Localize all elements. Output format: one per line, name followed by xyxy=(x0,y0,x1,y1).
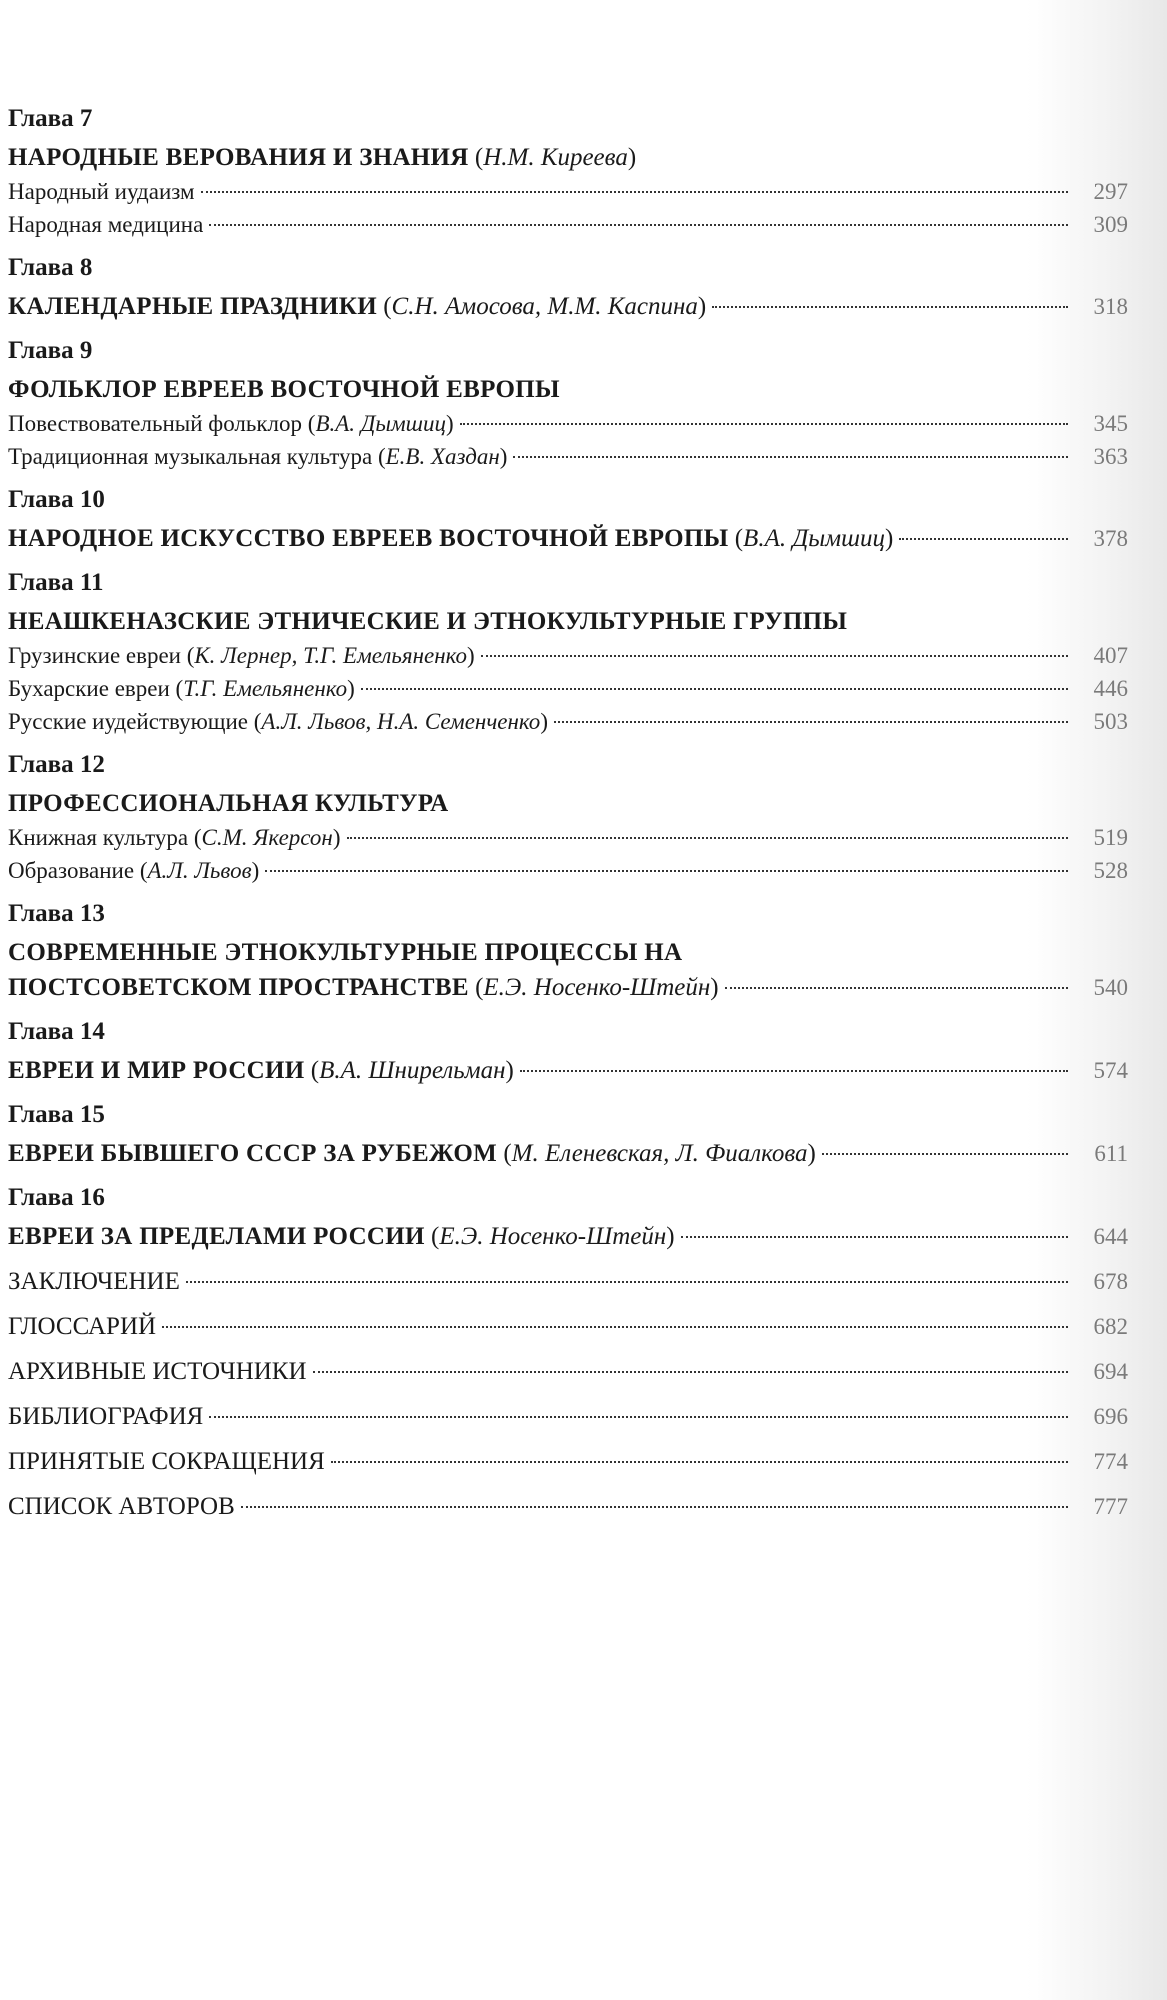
chapter-16 xyxy=(8,1181,1128,1254)
entry-author: Т.Г. Емельяненко xyxy=(183,676,348,701)
chapter-label: Глава 7 xyxy=(8,105,93,132)
dot-leader xyxy=(201,191,1068,193)
dot-leader xyxy=(681,1236,1068,1238)
chapter-author: В.А. Шнирельман xyxy=(319,1057,506,1084)
page-number: 774 xyxy=(1093,1449,1128,1474)
entry-title: БИБЛИОГРАФИЯ xyxy=(8,1403,204,1430)
chapter-15 xyxy=(8,1098,1128,1171)
dot-leader xyxy=(361,688,1068,690)
entry-title: Народный иудаизм xyxy=(8,179,195,204)
entry-title: ПРИНЯТЫЕ СОКРАЩЕНИЯ xyxy=(8,1448,325,1475)
entry-author: В.А. Дымшиц xyxy=(315,411,447,436)
toc-entry[interactable]: Грузинские евреи (К. Лернер, Т.Г. Емельяненко) 407 xyxy=(8,639,1128,672)
page-number: 694 xyxy=(1093,1359,1128,1384)
toc-entry[interactable]: ЕВРЕИ БЫВШЕГО СССР ЗА РУБЕЖОМ (М. Еленевская, Л. Фиалкова) 611 xyxy=(8,1136,1128,1171)
toc-entry-conclusion[interactable] xyxy=(8,1264,1128,1299)
dot-leader xyxy=(162,1326,1068,1328)
chapter-label: Глава 10 xyxy=(8,486,105,513)
chapter-label: Глава 11 xyxy=(8,569,104,596)
toc-entry[interactable]: Книжная культура (С.М. Якерсон) 519 xyxy=(8,821,1128,854)
chapter-9 xyxy=(8,334,1128,473)
page-number: 363 xyxy=(1093,444,1128,469)
entry-title: Грузинские евреи xyxy=(8,643,181,668)
chapter-title: НАРОДНЫЕ ВЕРОВАНИЯ И ЗНАНИЯ xyxy=(8,144,469,171)
chapter-title[interactable]: ПРОФЕССИОНАЛЬНАЯ КУЛЬТУРА xyxy=(8,790,449,817)
toc-entry-archives[interactable] xyxy=(8,1354,1128,1389)
toc-entry[interactable]: Повествовательный фольклор (В.А. Дымшиц) 345 xyxy=(8,407,1128,440)
page-number: 407 xyxy=(1093,643,1128,668)
chapter-title-line-1[interactable]: СОВРЕМЕННЫЕ ЭТНОКУЛЬТУРНЫЕ ПРОЦЕССЫ НА xyxy=(8,939,683,966)
page-number: 297 xyxy=(1093,179,1128,204)
page-number: 309 xyxy=(1093,212,1128,237)
dot-leader xyxy=(481,655,1068,657)
entry-title: Образование xyxy=(8,858,135,883)
chapter-title-line-2: ПОСТСОВЕТСКОМ ПРОСТРАНСТВЕ xyxy=(8,974,469,1001)
page-number: 644 xyxy=(1093,1224,1128,1249)
entry-title: СПИСОК АВТОРОВ xyxy=(8,1493,235,1520)
chapter-title: ЕВРЕИ И МИР РОССИИ xyxy=(8,1057,305,1084)
dot-leader xyxy=(331,1461,1068,1463)
chapter-label: Глава 12 xyxy=(8,751,105,778)
entry-title: Бухарские евреи xyxy=(8,676,170,701)
chapter-title[interactable]: НЕАШКЕНАЗСКИЕ ЭТНИЧЕСКИЕ И ЭТНОКУЛЬТУРНЫЕ ГРУППЫ xyxy=(8,608,848,635)
chapter-title[interactable]: ФОЛЬКЛОР ЕВРЕЕВ ВОСТОЧНОЙ ЕВРОПЫ xyxy=(8,376,560,403)
toc-entry[interactable]: КАЛЕНДАРНЫЕ ПРАЗДНИКИ (С.Н. Амосова, М.М. Каспина) 318 xyxy=(8,289,1128,324)
chapter-label: Глава 16 xyxy=(8,1184,105,1211)
page-number: 611 xyxy=(1094,1141,1128,1166)
page-number: 503 xyxy=(1093,709,1128,734)
chapter-author: С.Н. Амосова, М.М. Каспина xyxy=(391,293,698,320)
dot-leader xyxy=(209,224,1068,226)
entry-author: Е.В. Хаздан xyxy=(385,444,500,469)
entry-author: К. Лернер, Т.Г. Емельяненко xyxy=(194,643,467,668)
toc-entry-abbreviations[interactable] xyxy=(8,1444,1128,1479)
chapter-7 xyxy=(8,102,1128,241)
dot-leader xyxy=(725,987,1068,989)
chapter-title: ЕВРЕИ БЫВШЕГО СССР ЗА РУБЕЖОМ xyxy=(8,1140,498,1167)
entry-author: С.М. Якерсон xyxy=(201,825,333,850)
dot-leader xyxy=(520,1070,1068,1072)
dot-leader xyxy=(899,538,1068,540)
page-number: 345 xyxy=(1093,411,1128,436)
chapter-10 xyxy=(8,483,1128,556)
entry-title: Повествовательный фольклор xyxy=(8,411,303,436)
toc-entry-glossary[interactable] xyxy=(8,1309,1128,1344)
toc-entry[interactable]: ЕВРЕИ И МИР РОССИИ (В.А. Шнирельман) 574 xyxy=(8,1053,1128,1088)
chapter-13 xyxy=(8,897,1128,1005)
dot-leader xyxy=(460,423,1068,425)
chapter-author: Н.М. Киреева xyxy=(483,144,628,171)
table-of-contents xyxy=(8,96,1128,1524)
chapter-title: ЕВРЕИ ЗА ПРЕДЕЛАМИ РОССИИ xyxy=(8,1223,425,1250)
entry-title: Народная медицина xyxy=(8,212,204,237)
chapter-label: Глава 9 xyxy=(8,337,93,364)
toc-entry[interactable]: Русские иудействующие (А.Л. Львов, Н.А. Семенченко) 503 xyxy=(8,705,1128,738)
page-number: 574 xyxy=(1093,1058,1128,1083)
page-number: 446 xyxy=(1093,676,1128,701)
chapter-label: Глава 14 xyxy=(8,1018,105,1045)
chapter-label: Глава 8 xyxy=(8,254,93,281)
toc-entry[interactable]: ПОСТСОВЕТСКОМ ПРОСТРАНСТВЕ (Е.Э. Носенко-Штейн) 540 xyxy=(8,970,1128,1005)
dot-leader xyxy=(513,456,1068,458)
dot-leader xyxy=(186,1281,1068,1283)
chapter-title-row[interactable]: НАРОДНЫЕ ВЕРОВАНИЯ И ЗНАНИЯ (Н.М. Киреева) xyxy=(8,144,637,171)
dot-leader xyxy=(347,837,1069,839)
dot-leader xyxy=(822,1153,1068,1155)
entry-author: А.Л. Львов xyxy=(147,858,252,883)
chapter-label: Глава 13 xyxy=(8,900,105,927)
entry-title: Русские иудействующие xyxy=(8,709,248,734)
chapter-author: В.А. Дымшиц xyxy=(743,525,886,552)
dot-leader xyxy=(313,1371,1068,1373)
toc-entry[interactable]: ЕВРЕИ ЗА ПРЕДЕЛАМИ РОССИИ (Е.Э. Носенко-Штейн) 644 xyxy=(8,1219,1128,1254)
toc-entry-bibliography[interactable] xyxy=(8,1399,1128,1434)
chapter-14 xyxy=(8,1015,1128,1088)
entry-author: А.Л. Львов, Н.А. Семенченко xyxy=(261,709,541,734)
page-number: 528 xyxy=(1093,858,1128,883)
dot-leader xyxy=(209,1416,1068,1418)
entry-title: Традиционная музыкальная культура xyxy=(8,444,373,469)
page-number: 378 xyxy=(1093,526,1128,551)
toc-entry[interactable]: Бухарские евреи (Т.Г. Емельяненко) 446 xyxy=(8,672,1128,705)
page-number: 682 xyxy=(1093,1314,1128,1339)
chapter-title: КАЛЕНДАРНЫЕ ПРАЗДНИКИ xyxy=(8,293,377,320)
page-number: 519 xyxy=(1093,825,1128,850)
chapter-title: НАРОДНОЕ ИСКУССТВО ЕВРЕЕВ ВОСТОЧНОЙ ЕВРОПЫ xyxy=(8,525,729,552)
page-number: 318 xyxy=(1093,294,1128,319)
chapter-8 xyxy=(8,251,1128,324)
dot-leader xyxy=(712,306,1068,308)
entry-title: АРХИВНЫЕ ИСТОЧНИКИ xyxy=(8,1358,307,1385)
chapter-author: Е.Э. Носенко-Штейн xyxy=(483,974,711,1001)
dot-leader xyxy=(554,721,1068,723)
chapter-author: Е.Э. Носенко-Штейн xyxy=(439,1223,667,1250)
toc-entry-authors[interactable] xyxy=(8,1489,1128,1524)
chapter-11 xyxy=(8,566,1128,738)
dot-leader xyxy=(265,870,1068,872)
dot-leader xyxy=(241,1506,1068,1508)
chapter-author: М. Еленевская, Л. Фиалкова xyxy=(511,1140,808,1167)
page-number: 696 xyxy=(1093,1404,1128,1429)
chapter-label: Глава 15 xyxy=(8,1101,105,1128)
entry-title: Книжная культура xyxy=(8,825,189,850)
toc-entry[interactable]: Образование (А.Л. Львов) 528 xyxy=(8,854,1128,887)
page-number: 678 xyxy=(1093,1269,1128,1294)
page-number: 540 xyxy=(1093,975,1128,1000)
entry-title: ЗАКЛЮЧЕНИЕ xyxy=(8,1268,180,1295)
chapter-12 xyxy=(8,748,1128,887)
toc-entry[interactable] xyxy=(8,208,1128,241)
toc-entry[interactable] xyxy=(8,175,1128,208)
page-number: 777 xyxy=(1093,1494,1128,1519)
toc-entry[interactable]: Традиционная музыкальная культура (Е.В. Хаздан) 363 xyxy=(8,440,1128,473)
entry-title: ГЛОССАРИЙ xyxy=(8,1313,157,1340)
toc-entry[interactable]: НАРОДНОЕ ИСКУССТВО ЕВРЕЕВ ВОСТОЧНОЙ ЕВРОПЫ (В.А. Дымшиц) 378 xyxy=(8,521,1128,556)
